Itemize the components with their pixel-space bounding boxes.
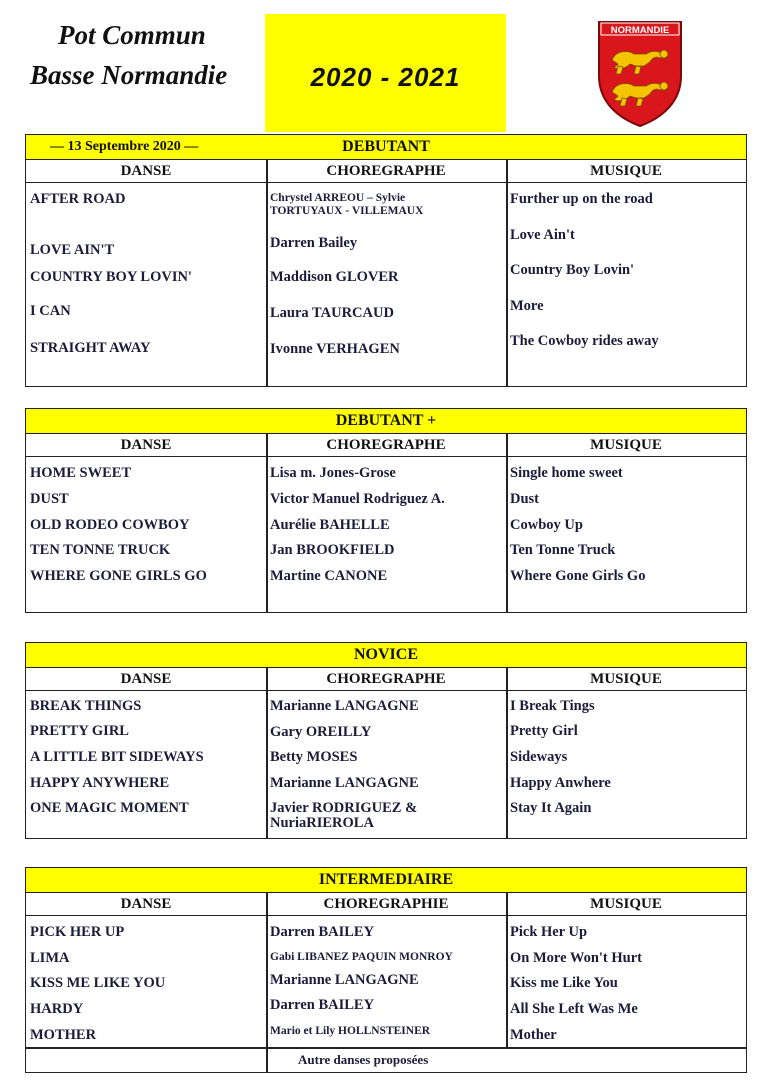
table-cell-danse: MOTHER: [30, 1027, 97, 1043]
table-cell-choregraphe: Marianne LANGAGNE: [270, 972, 419, 988]
table-cell-choregraphe: Ivonne VERHAGEN: [270, 341, 400, 357]
col-choregraphe: CHOREGRAPHE: [326, 671, 446, 687]
table-cell-danse: OLD RODEO COWBOY: [30, 517, 190, 533]
section-header: [26, 643, 746, 668]
title-line-1: Pot Commun: [58, 20, 206, 50]
table-cell-musique: Love Ain't: [510, 227, 575, 243]
table-cell-danse: HAPPY ANYWHERE: [30, 775, 170, 791]
table-cell-choregraphe: Victor Manuel Rodriguez A.: [270, 491, 445, 507]
column-headers: [26, 668, 746, 691]
table-cell-danse: WHERE GONE GIRLS GO: [30, 568, 207, 584]
table-cell-choregraphe: Javier RODRIGUEZ & NuriaRIEROLA: [270, 800, 418, 831]
table-cell-musique: All She Left Was Me: [510, 1001, 638, 1017]
logo-text: NORMANDIE: [610, 25, 670, 36]
table-cell-danse: LIMA: [30, 950, 70, 966]
table-cell-choregraphe: Darren Bailey: [270, 235, 358, 251]
column-headers: [26, 893, 746, 916]
table-cell-choregraphe: Marianne LANGAGNE: [270, 775, 419, 791]
season-year: 2020 - 2021: [310, 62, 461, 92]
table-cell-choregraphe: Jan BROOKFIELD: [270, 542, 395, 558]
table-cell-choregraphe: Darren BAILEY: [270, 924, 375, 940]
table-cell-choregraphe: Aurélie BAHELLE: [270, 517, 390, 533]
table-cell-choregraphe: Gary OREILLY: [270, 724, 372, 740]
section-title: NOVICE: [353, 646, 418, 663]
col-danse: DANSE: [120, 896, 172, 912]
table-cell-musique: I Break Tings: [510, 698, 595, 714]
table-cell-danse: TEN TONNE TRUCK: [30, 542, 171, 558]
table-cell-choregraphe: Gabi LIBANEZ PAQUIN MONROY: [270, 951, 453, 963]
col-danse: DANSE: [120, 163, 172, 179]
col-danse: DANSE: [120, 437, 172, 453]
other-dances-label: Autre danses proposées: [298, 1052, 429, 1067]
table-cell-musique: Ten Tonne Truck: [510, 542, 616, 558]
table-cell-musique: More: [510, 298, 544, 314]
table-cell-danse: PRETTY GIRL: [30, 723, 129, 739]
table-cell-choregraphe: Betty MOSES: [270, 749, 358, 765]
table-cell-choregraphe: Maddison GLOVER: [270, 269, 399, 285]
table-cell-choregraphe: Darren BAILEY: [270, 997, 375, 1013]
column-headers: [26, 434, 746, 457]
table-cell-danse: STRAIGHT AWAY: [30, 340, 151, 356]
table-cell-musique: Pick Her Up: [510, 924, 588, 940]
table-cell-danse: DUST: [30, 491, 69, 507]
title-line-2: Basse Normandie: [30, 60, 228, 90]
section-debutant-plus: [25, 408, 747, 613]
table-cell-danse: I CAN: [30, 303, 71, 319]
table-cell-musique: Stay It Again: [510, 800, 592, 816]
col-danse: DANSE: [120, 671, 172, 687]
col-musique: MUSIQUE: [590, 896, 662, 912]
table-cell-musique: Pretty Girl: [510, 723, 578, 739]
table-cell-musique: Further up on the road: [510, 191, 653, 207]
section-date: — 13 Septembre 2020 —: [50, 139, 199, 154]
table-cell-musique: Where Gone Girls Go: [510, 568, 646, 584]
table-cell-musique: Cowboy Up: [510, 517, 583, 533]
table-cell-musique: Happy Anwhere: [510, 775, 611, 791]
season-box: [265, 14, 506, 132]
column-headers: [26, 160, 746, 183]
table-cell-choregraphe: Marianne LANGAGNE: [270, 698, 419, 714]
table-cell-musique: Single home sweet: [510, 465, 623, 481]
table-cell-musique: Country Boy Lovin': [510, 262, 635, 278]
table-cell-danse: KISS ME LIKE YOU: [30, 975, 166, 991]
table-cell-musique: Mother: [510, 1027, 557, 1043]
table-cell-choregraphe: Mario et Lily HOLLNSTEINER: [270, 1025, 431, 1037]
table-cell-musique: Kiss me Like You: [510, 975, 618, 991]
section-header: [26, 409, 746, 434]
table-cell-danse: LOVE AIN'T: [30, 242, 115, 258]
table-cell-danse: AFTER ROAD: [30, 191, 126, 207]
section-title: INTERMEDIAIRE: [318, 871, 454, 888]
table-cell-choregraphe: Martine CANONE: [270, 568, 388, 584]
section-novice: [25, 642, 747, 839]
section-header: [26, 135, 746, 160]
table-cell-choregraphe: Laura TAURCAUD: [270, 305, 394, 321]
section-debutant: [25, 134, 747, 387]
table-cell-musique: The Cowboy rides away: [510, 333, 659, 349]
section-title: DEBUTANT +: [335, 412, 437, 429]
table-cell-danse: HARDY: [30, 1001, 84, 1017]
col-musique: MUSIQUE: [590, 163, 662, 179]
col-choregraphe: CHOREGRAPHE: [326, 437, 446, 453]
table-cell-danse: ONE MAGIC MOMENT: [30, 800, 189, 816]
normandie-shield-icon: [596, 20, 684, 128]
table-cell-danse: COUNTRY BOY LOVIN': [30, 269, 192, 285]
section-header: [26, 868, 746, 893]
col-choregraphe: CHOREGRAPHE: [326, 163, 446, 179]
table-cell-choregraphe: Chrystel ARREOU – Sylvie TORTUYAUX - VILLEMAUX: [270, 192, 424, 217]
table-cell-musique: Sideways: [510, 749, 568, 765]
col-musique: MUSIQUE: [590, 437, 662, 453]
table-cell-danse: HOME SWEET: [30, 465, 132, 481]
table-cell-musique: On More Won't Hurt: [510, 950, 642, 966]
table-cell-musique: Dust: [510, 491, 540, 507]
table-cell-danse: BREAK THINGS: [30, 698, 142, 714]
col-choregraphie: CHOREGRAPHIE: [323, 896, 449, 912]
col-musique: MUSIQUE: [590, 671, 662, 687]
section-intermediaire: [25, 867, 747, 1073]
table-cell-danse: A LITTLE BIT SIDEWAYS: [30, 749, 204, 765]
section-title: DEBUTANT: [342, 138, 430, 155]
table-cell-danse: PICK HER UP: [30, 924, 125, 940]
table-cell-choregraphe: Lisa m. Jones-Grose: [270, 465, 396, 481]
